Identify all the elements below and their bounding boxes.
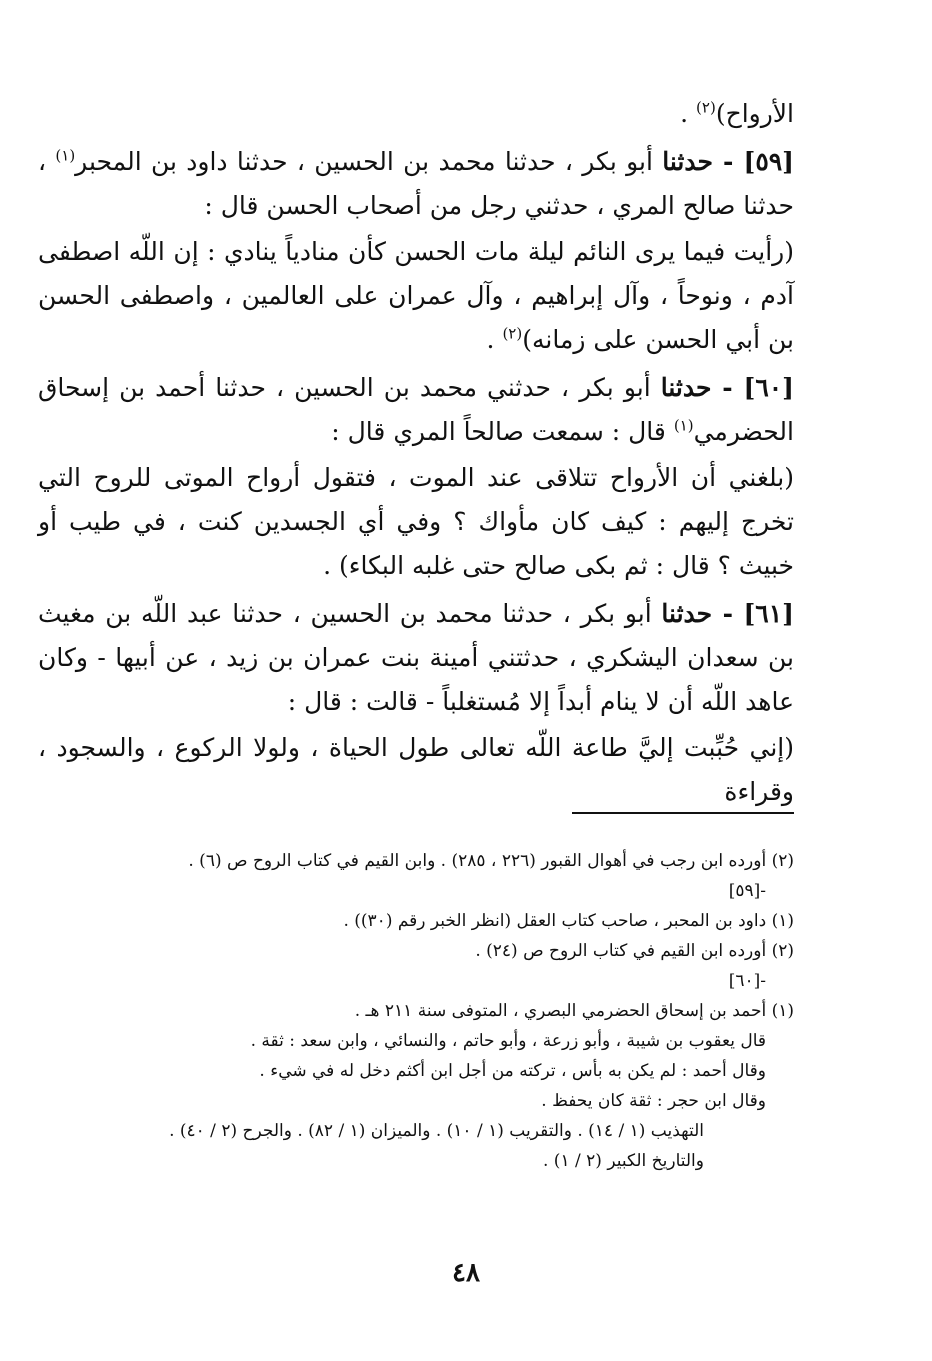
text: أبو بكر ، حدثنا محمد بن الحسين ، حدثنا داود بن المحبر xyxy=(75,147,663,176)
text: الأرواح) xyxy=(715,99,794,128)
footnote: (١) داود بن المحبر ، صاحب كتاب العقل (انظر الخبر رقم (٣٠)) . xyxy=(343,911,794,931)
paragraph-continuation xyxy=(38,92,794,136)
footnote-marker: (٢) xyxy=(696,98,716,117)
text: (بلغني أن الأرواح تتلاقى عند الموت ، فتقول أرواح الموتى للروح التي تخرج إليهم : كيف كان مأواك ؟ وفي أي الجسدين كنت ، في طيب أو خبيث ؟ قال : ثم بكى صالح حتى غلبه البكاء) . xyxy=(38,463,794,580)
footnote-line: قال يعقوب بن شيبة ، وأبو زرعة ، وأبو حاتم ، والنسائي ، وابن سعد : ثقة . xyxy=(250,1031,766,1051)
footnote-section-label: -[٥٩] xyxy=(728,881,766,901)
footnote-line: والتاريخ الكبير (٢ / ١) . xyxy=(543,1151,704,1171)
text: أبو بكر ، حدثني محمد بن الحسين ، حدثنا أحمد بن إسحاق الحضرمي xyxy=(38,373,794,446)
footnote-marker: (١) xyxy=(673,416,694,435)
footnote: (٢) أورده ابن رجب في أهوال القبور (٢٢٦ ، ٢٨٥) . وابن القيم في كتاب الروح ص (٦) . xyxy=(188,851,794,871)
footnote-line: وقال أحمد : لم يكن به بأس ، تركته من أجل ابن أكثم دخل له في شيء . xyxy=(259,1061,766,1081)
text: قال : سمعت صالحاً المري قال : xyxy=(331,417,674,446)
footnote-marker: (١) xyxy=(55,146,76,165)
footnote-line: وقال ابن حجر : ثقة كان يحفظ . xyxy=(541,1091,766,1111)
main-text xyxy=(38,92,794,818)
text: . xyxy=(486,325,503,354)
footnote: (١) أحمد بن إسحاق الحضرمي البصري ، المتوفى سنة ٢١١ هـ . xyxy=(354,1001,794,1021)
text: ، حدثنا صالح المري ، حدثني رجل من أصحاب الحسن قال : xyxy=(38,147,794,220)
hadith-60-text xyxy=(38,456,794,588)
footnote-line: التهذيب (١ / ١٤) . والتقريب (١ / ١٠) . والميزان (١ / ٨٢) . والجرح (٢ / ٤٠) . xyxy=(169,1121,704,1141)
footnote: (٢) أورده ابن القيم في كتاب الروح ص (٢٤) . xyxy=(475,941,794,961)
hadith-59-chain xyxy=(38,140,794,228)
hadith-61-text xyxy=(38,726,794,814)
hadith-number: [٦٠] - حدثنا xyxy=(660,373,795,402)
hadith-61-chain xyxy=(38,592,794,724)
hadith-60-chain xyxy=(38,366,794,454)
footnotes xyxy=(34,846,794,1176)
hadith-number: [٥٩] - حدثنا xyxy=(662,147,795,176)
footnote-section-label: -[٦٠] xyxy=(728,971,766,991)
footnote-divider xyxy=(572,812,794,814)
text: . xyxy=(680,99,697,128)
hadith-number: [٦١] - حدثنا xyxy=(661,599,794,628)
text: أبو بكر ، حدثنا محمد بن الحسين ، حدثنا عبد اللّه بن مغيث بن سعدان اليشكري ، حدثتني أمينة بنت عمران بن زيد ، عن أبيها - وكان عاهد اللّه أن لا ينام أبداً إلا مُستغلباً - قالت : قال : xyxy=(38,599,794,716)
text: (رأيت فيما يرى النائم ليلة مات الحسن كأن منادياً ينادي : إن اللّه اصطفى آدم ، ونوحاً ، وآل إبراهيم ، وآل عمران على العالمين ، واصطفى الحسن بن أبي الحسن على زمانه) xyxy=(38,237,794,354)
footnote-marker: (٢) xyxy=(502,324,523,343)
hadith-59-text xyxy=(38,230,794,362)
text: (إني حُبِّبت إليَّ طاعة اللّه تعالى طول الحياة ، ولولا الركوع ، والسجود ، وقراءة xyxy=(38,733,794,806)
page-number: ٤٨ xyxy=(452,1258,480,1288)
